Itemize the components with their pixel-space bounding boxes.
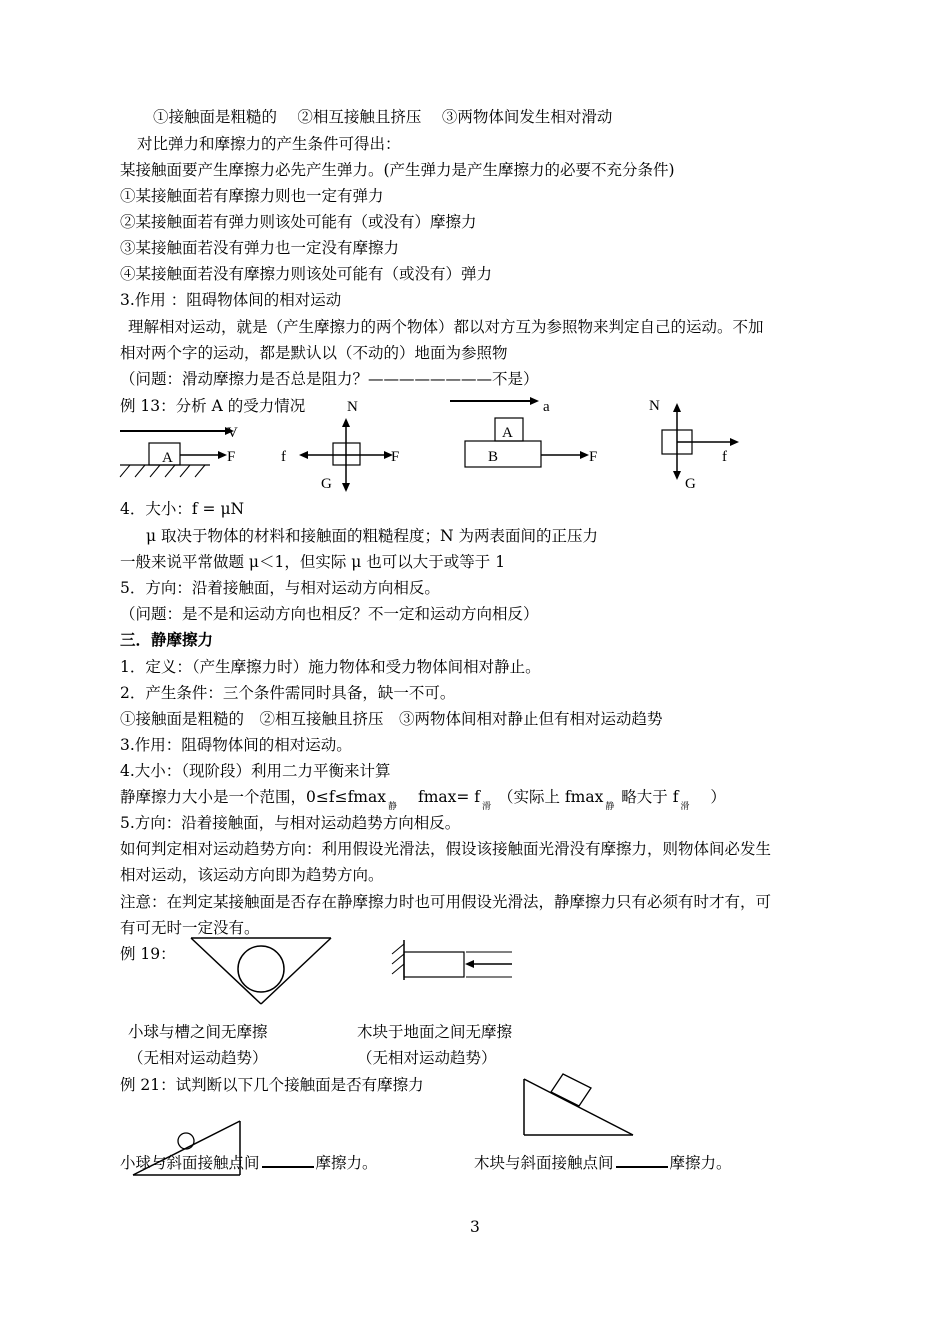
sub-static-2: 静: [605, 802, 615, 812]
question-ball-post: 摩擦力。: [315, 1154, 378, 1172]
text-line-29: 有可无时一定没有。: [120, 919, 260, 937]
text-line-4: ①某接触面若有摩擦力则也一定有弹力: [120, 187, 384, 205]
page-number: 3: [470, 1218, 480, 1236]
fig-ball-in-groove: [191, 938, 331, 1004]
actual-note: （实际上 fmax: [497, 788, 604, 806]
question-block-incline: [474, 1153, 732, 1173]
caption-block-ground-note: （无相对运动趋势）: [357, 1049, 497, 1067]
example-21-title: 例 21：试判断以下几个接触面是否有摩擦力: [120, 1076, 424, 1094]
text-line-14: μ 取决于物体的材料和接触面的粗糙程度；N 为两表面间的正压力: [146, 527, 598, 545]
label-b: B: [488, 449, 499, 465]
section-heading-static-friction: 三．静摩擦力: [120, 630, 214, 649]
sub-slide-2: 滑: [680, 802, 690, 812]
label-v: V: [227, 425, 238, 441]
text-line-19: 1．定义：（产生摩擦力时）施力物体和受力物体间相对静止。: [120, 658, 541, 676]
example-13-figures: [0, 390, 950, 500]
text-line-2: 对比弹力和摩擦力的产生条件可得出：: [137, 135, 401, 153]
question-ball-incline: [120, 1153, 378, 1173]
answer-blank-1[interactable]: [262, 1153, 314, 1168]
caption-block-ground: 木块于地面之间无摩擦: [357, 1023, 513, 1041]
answer-blank-2[interactable]: [616, 1153, 668, 1168]
text-line-17: （问题：是不是和运动方向也相反？不一定和运动方向相反）: [120, 605, 539, 623]
fig-block-against-wall: [392, 940, 512, 980]
text-line-23: 4.大小：（现阶段）利用二力平衡来计算: [120, 762, 391, 780]
label-f-big-1: F: [227, 449, 236, 465]
fmax-equals: fmax= f: [417, 788, 481, 806]
text-line-20: 2．产生条件：三个条件需同时具备，缺一不可。: [120, 684, 456, 702]
text-line-8: 3.作用 ：阻碍物体间的相对运动: [120, 291, 342, 309]
close-paren: ）: [710, 788, 726, 806]
text-line-9: 理解相对运动，就是（产生摩擦力的两个物体）都以对方互为参照物来判定自己的运动。不加: [128, 318, 764, 336]
text-line-3: 某接触面要产生摩擦力必先产生弹力。(产生弹力是产生摩擦力的必要不充分条件): [120, 161, 675, 179]
text-line-25: 5.方向：沿着接触面，与相对运动趋势方向相反。: [120, 814, 461, 832]
label-a-block: A: [162, 450, 173, 466]
label-n-1: N: [347, 399, 358, 415]
text-line-15: 一般来说平常做题 μ＜1，但实际 μ 也可以大于或等于 1: [120, 553, 506, 571]
fig-force-diagram-a: [281, 399, 399, 492]
fig-force-diagram-b: [649, 398, 739, 492]
label-f-small-2: f: [722, 449, 727, 465]
text-line-7: ④某接触面若没有摩擦力则该处可能有（或没有）弹力: [120, 265, 493, 283]
label-a-top: A: [502, 425, 513, 441]
text-line-21: ①接触面是粗糙的 ②相互接触且挤压 ③两物体间相对静止但有相对运动趋势: [120, 710, 663, 728]
label-g-1: G: [321, 476, 332, 492]
text-line-16: 5．方向：沿着接触面，与相对运动方向相反。: [120, 579, 440, 597]
text-line-24: [120, 787, 726, 810]
text-line-22: 3.作用：阻碍物体间的相对运动。: [120, 736, 352, 754]
text-line-28: 注意：在判定某接触面是否存在静摩擦力时也可用假设光滑法，静摩擦力只有必须有时才有，可: [120, 893, 772, 911]
fmax-range: 静摩擦力大小是一个范围，0≤f≤fmax: [120, 788, 386, 806]
example-19-title: 例 19：: [120, 945, 176, 963]
label-g-2: G: [685, 476, 696, 492]
sub-slide-1: 滑: [482, 802, 492, 812]
fig-block-on-ground: [120, 425, 238, 477]
caption-ball-groove: 小球与槽之间无摩擦: [128, 1023, 268, 1041]
fig-block-a-on-b: [450, 397, 597, 467]
text-line-26: 如何判定相对运动趋势方向：利用假设光滑法，假设该接触面光滑没有摩擦力，则物体间必发生: [120, 840, 772, 858]
fig-block-on-incline: [524, 1074, 633, 1135]
example-19-figures: [180, 932, 600, 1012]
slightly-greater: 略大于 f: [621, 788, 679, 806]
label-f-small-1: f: [281, 449, 286, 465]
label-f-big-3: F: [589, 449, 598, 465]
label-accel: a: [543, 399, 550, 415]
text-line-5: ②某接触面若有弹力则该处可能有（或没有）摩擦力: [120, 213, 477, 231]
label-f-big-2: F: [391, 449, 400, 465]
example-13-title: 例 13：分析 A 的受力情况: [120, 397, 306, 415]
sub-static-1: 静: [388, 802, 398, 812]
label-n-2: N: [649, 398, 660, 414]
question-block-post: 摩擦力。: [669, 1154, 732, 1172]
question-block-pre: 木块与斜面接触点间: [474, 1154, 614, 1172]
text-line-10: 相对两个字的运动，都是默认以（不动的）地面为参照物: [120, 344, 508, 362]
text-line-11: （问题：滑动摩擦力是否总是阻力？————————不是）: [120, 370, 539, 388]
text-line-13: 4．大小：f = μN: [120, 500, 245, 518]
text-line-1: ①接触面是粗糙的 ②相互接触且挤压 ③两物体间发生相对滑动: [153, 108, 613, 126]
text-line-27: 相对运动，该运动方向即为趋势方向。: [120, 866, 384, 884]
question-ball-pre: 小球与斜面接触点间: [120, 1154, 260, 1172]
caption-ball-groove-note: （无相对运动趋势）: [128, 1049, 268, 1067]
text-line-6: ③某接触面若没有弹力也一定没有摩擦力: [120, 239, 400, 257]
